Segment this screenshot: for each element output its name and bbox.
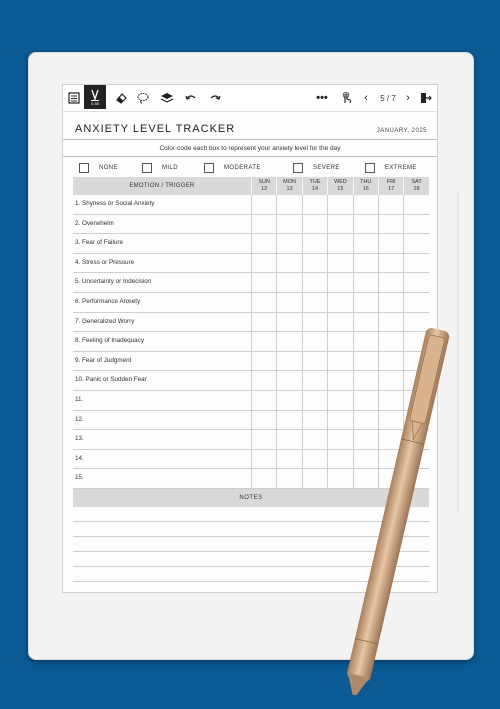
- row-label: 2. Overwhelm: [75, 219, 114, 227]
- row-label: 1. Shyness or Social Anxiety: [75, 200, 155, 207]
- next-page-icon[interactable]: ›: [406, 92, 410, 104]
- row-label: 15.: [75, 474, 84, 482]
- legend-label: MODERATE: [224, 165, 261, 171]
- row-label: 10. Panic or Sudden Fear: [75, 376, 147, 384]
- row-label: 9. Fear of Judgment: [75, 356, 132, 364]
- more-icon[interactable]: •••: [316, 92, 328, 104]
- row-label: 4. Stress or Pressure: [75, 258, 135, 266]
- row-label: 12.: [75, 415, 84, 423]
- day-header: FRI 17: [378, 177, 403, 195]
- row-label: 11.: [75, 395, 84, 403]
- instruction-text: Color-code each box to represent your anxiety level for the day: [159, 145, 341, 152]
- legend-label: SEVERE: [313, 165, 340, 171]
- row-label: 13.: [75, 435, 84, 443]
- row-label: 5. Uncertainty or Indecision: [75, 278, 152, 286]
- notes-header: NOTES: [73, 489, 429, 507]
- pen-clip: [409, 335, 444, 424]
- legend-label: EXTREME: [385, 165, 417, 171]
- legend-label: MILD: [162, 165, 178, 171]
- day-header: MON 13: [276, 177, 301, 195]
- date-label: JANUARY, 2025: [376, 128, 427, 134]
- day-header: SUN 12: [251, 177, 276, 195]
- row-label: 6. Performance Anxiety: [75, 297, 141, 305]
- prev-page-icon[interactable]: ‹: [364, 92, 368, 104]
- day-header: THU 16: [353, 177, 378, 195]
- row-label: 8. Feeling of Inadequacy: [75, 337, 144, 345]
- row-label: 7. Generalized Worry: [75, 317, 135, 325]
- page-title: ANXIETY LEVEL TRACKER: [75, 123, 236, 135]
- legend-label: NONE: [99, 165, 118, 171]
- page-indicator: 5 / 7: [380, 93, 396, 103]
- emotion-column-header: EMOTION / TRIGGER: [129, 183, 195, 189]
- day-header: SAT 18: [403, 177, 428, 195]
- row-label: 14.: [75, 454, 84, 462]
- row-label: 3. Fear of Failure: [75, 239, 123, 247]
- day-header: WED 15: [327, 177, 352, 195]
- day-header: TUE 14: [302, 177, 327, 195]
- pen-size-label: 0.35: [91, 101, 99, 106]
